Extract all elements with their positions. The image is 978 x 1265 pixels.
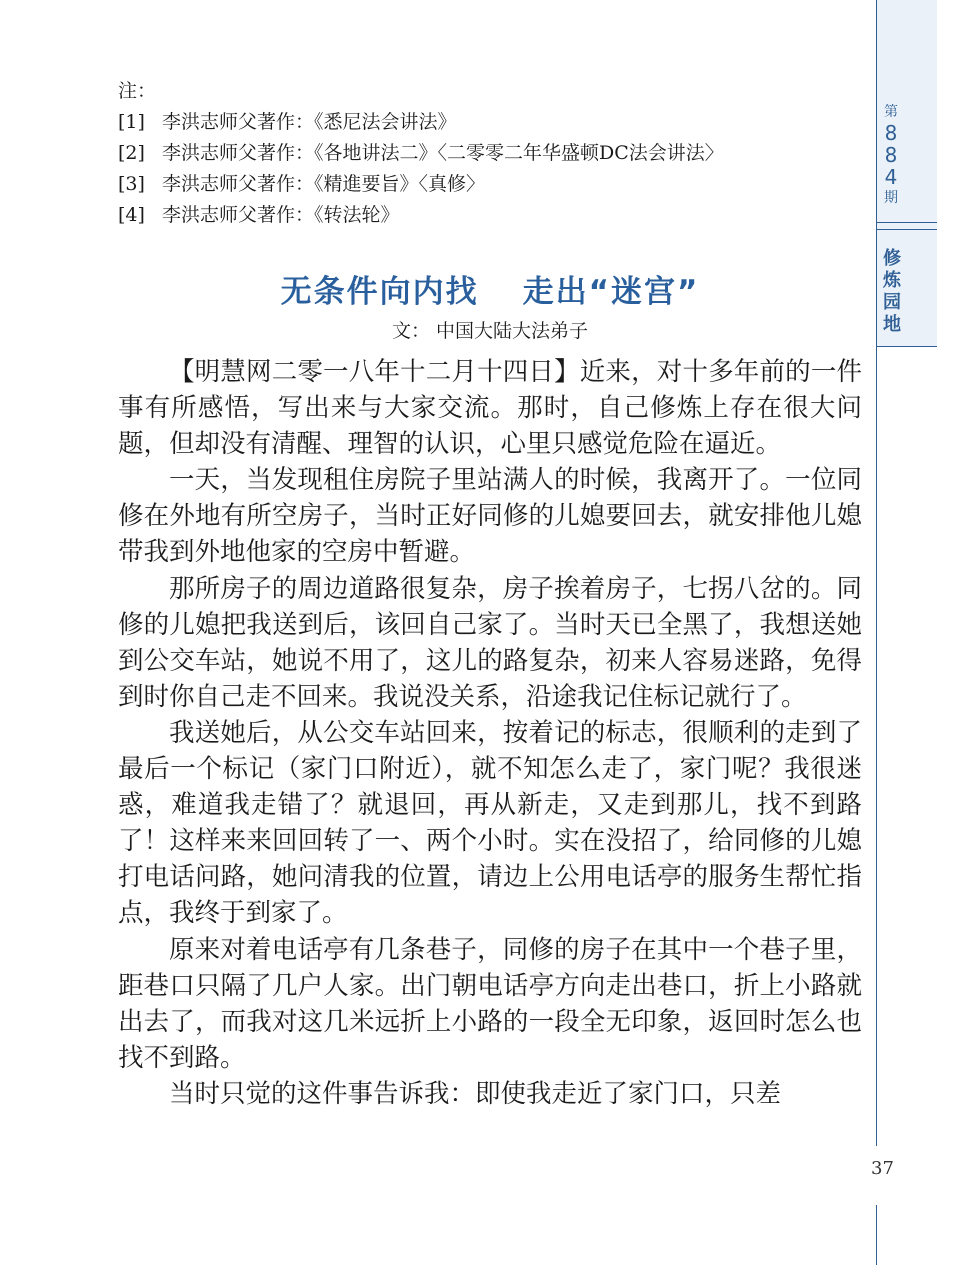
issue-prefix: 第: [884, 104, 898, 120]
note-index: [1]: [118, 111, 145, 133]
note-index: [2]: [118, 142, 145, 164]
issue-digit: 8: [884, 143, 898, 167]
sidebar-divider: [877, 229, 937, 230]
note-index: [4]: [118, 204, 145, 226]
article-body: [118, 354, 862, 1112]
note-text: 李洪志师父著作：《悉尼法会讲法》: [162, 111, 457, 133]
section-char: 地: [883, 314, 901, 335]
sidebar-tab: [876, 0, 937, 347]
body-paragraph: 原来对着电话亭有几条巷子，同修的房子在其中一个巷子里，距巷口只隔了几户人家。出门朝电话亭方向走出巷口，折上小路就出去了，而我对这几米远折上小路的一段全无印象，返回时怎么也找不到路。: [118, 934, 862, 1073]
body-paragraph: 当时只觉的这件事告诉我：即使我走近了家门口，只差: [169, 1078, 782, 1109]
section-char: 炼: [883, 270, 901, 291]
section-char: 园: [883, 292, 901, 313]
article-title: [118, 266, 862, 311]
issue-number: [877, 102, 905, 208]
title-part-1: 无条件向内找: [280, 274, 479, 310]
note-item: [118, 107, 878, 138]
issue-digit: 4: [884, 165, 898, 189]
section-name: [877, 248, 907, 336]
note-item: [118, 138, 878, 169]
note-index: [3]: [118, 173, 145, 195]
body-paragraph: 那所房子的周边道路很复杂，房子挨着房子，七拐八岔的。同修的儿媳把我送到后，该回自己家了。当时天已全黑了，我想送她到公交车站，她说不用了，这儿的路复杂，初来人容易迷路，免得到时你自己走不回来。我说没关系，沿途我记住标记就行了。: [118, 573, 862, 712]
note-item: [118, 169, 878, 200]
footnotes: [118, 76, 878, 231]
sidebar-divider: [877, 222, 937, 223]
margin-rule: [876, 1205, 877, 1265]
margin-rule: [876, 346, 877, 1146]
note-text: 李洪志师父著作：《转法轮》: [162, 204, 400, 226]
note-text: 李洪志师父著作：《精進要旨》〈真修〉: [162, 173, 486, 195]
body-paragraph: 一天，当发现租住房院子里站满人的时候，我离开了。一位同修在外地有所空房子，当时正好同修的儿媳要回去，就安排他儿媳带我到外地他家的空房中暂避。: [118, 465, 862, 568]
notes-heading: 注：: [118, 80, 157, 102]
title-part-2: 走出“迷宫”: [522, 274, 700, 310]
note-text: 李洪志师父著作：《各地讲法二》〈二零零二年华盛顿DC法会讲法〉: [162, 142, 724, 164]
issue-digit: 8: [884, 121, 898, 145]
article-byline: 文： 中国大陆大法弟子: [391, 320, 589, 342]
section-char: 修: [883, 248, 901, 269]
body-paragraph: 【明慧网二零一八年十二月十四日】近来，对十多年前的一件事有所感悟，写出来与大家交流。那时，自己修炼上存在很大问题，但却没有清醒、理智的认识，心里只感觉危险在逼近。: [118, 357, 862, 460]
body-paragraph: 我送她后，从公交车站回来，按着记的标志，很顺利的走到了最后一个标记（家门口附近），就不知怎么走了，家门呢？我很迷惑，难道我走错了？就退回，再从新走，又走到那儿，找不到路了！这样来来回回转了一、两个小时。实在没招了，给同修的儿媳打电话问路，她问清我的位置，请边上公用电话亭的服务生帮忙指点，我终于到家了。: [118, 717, 862, 929]
issue-suffix: 期: [884, 190, 898, 206]
page-number: 37: [871, 1158, 894, 1179]
note-item: [118, 200, 878, 231]
